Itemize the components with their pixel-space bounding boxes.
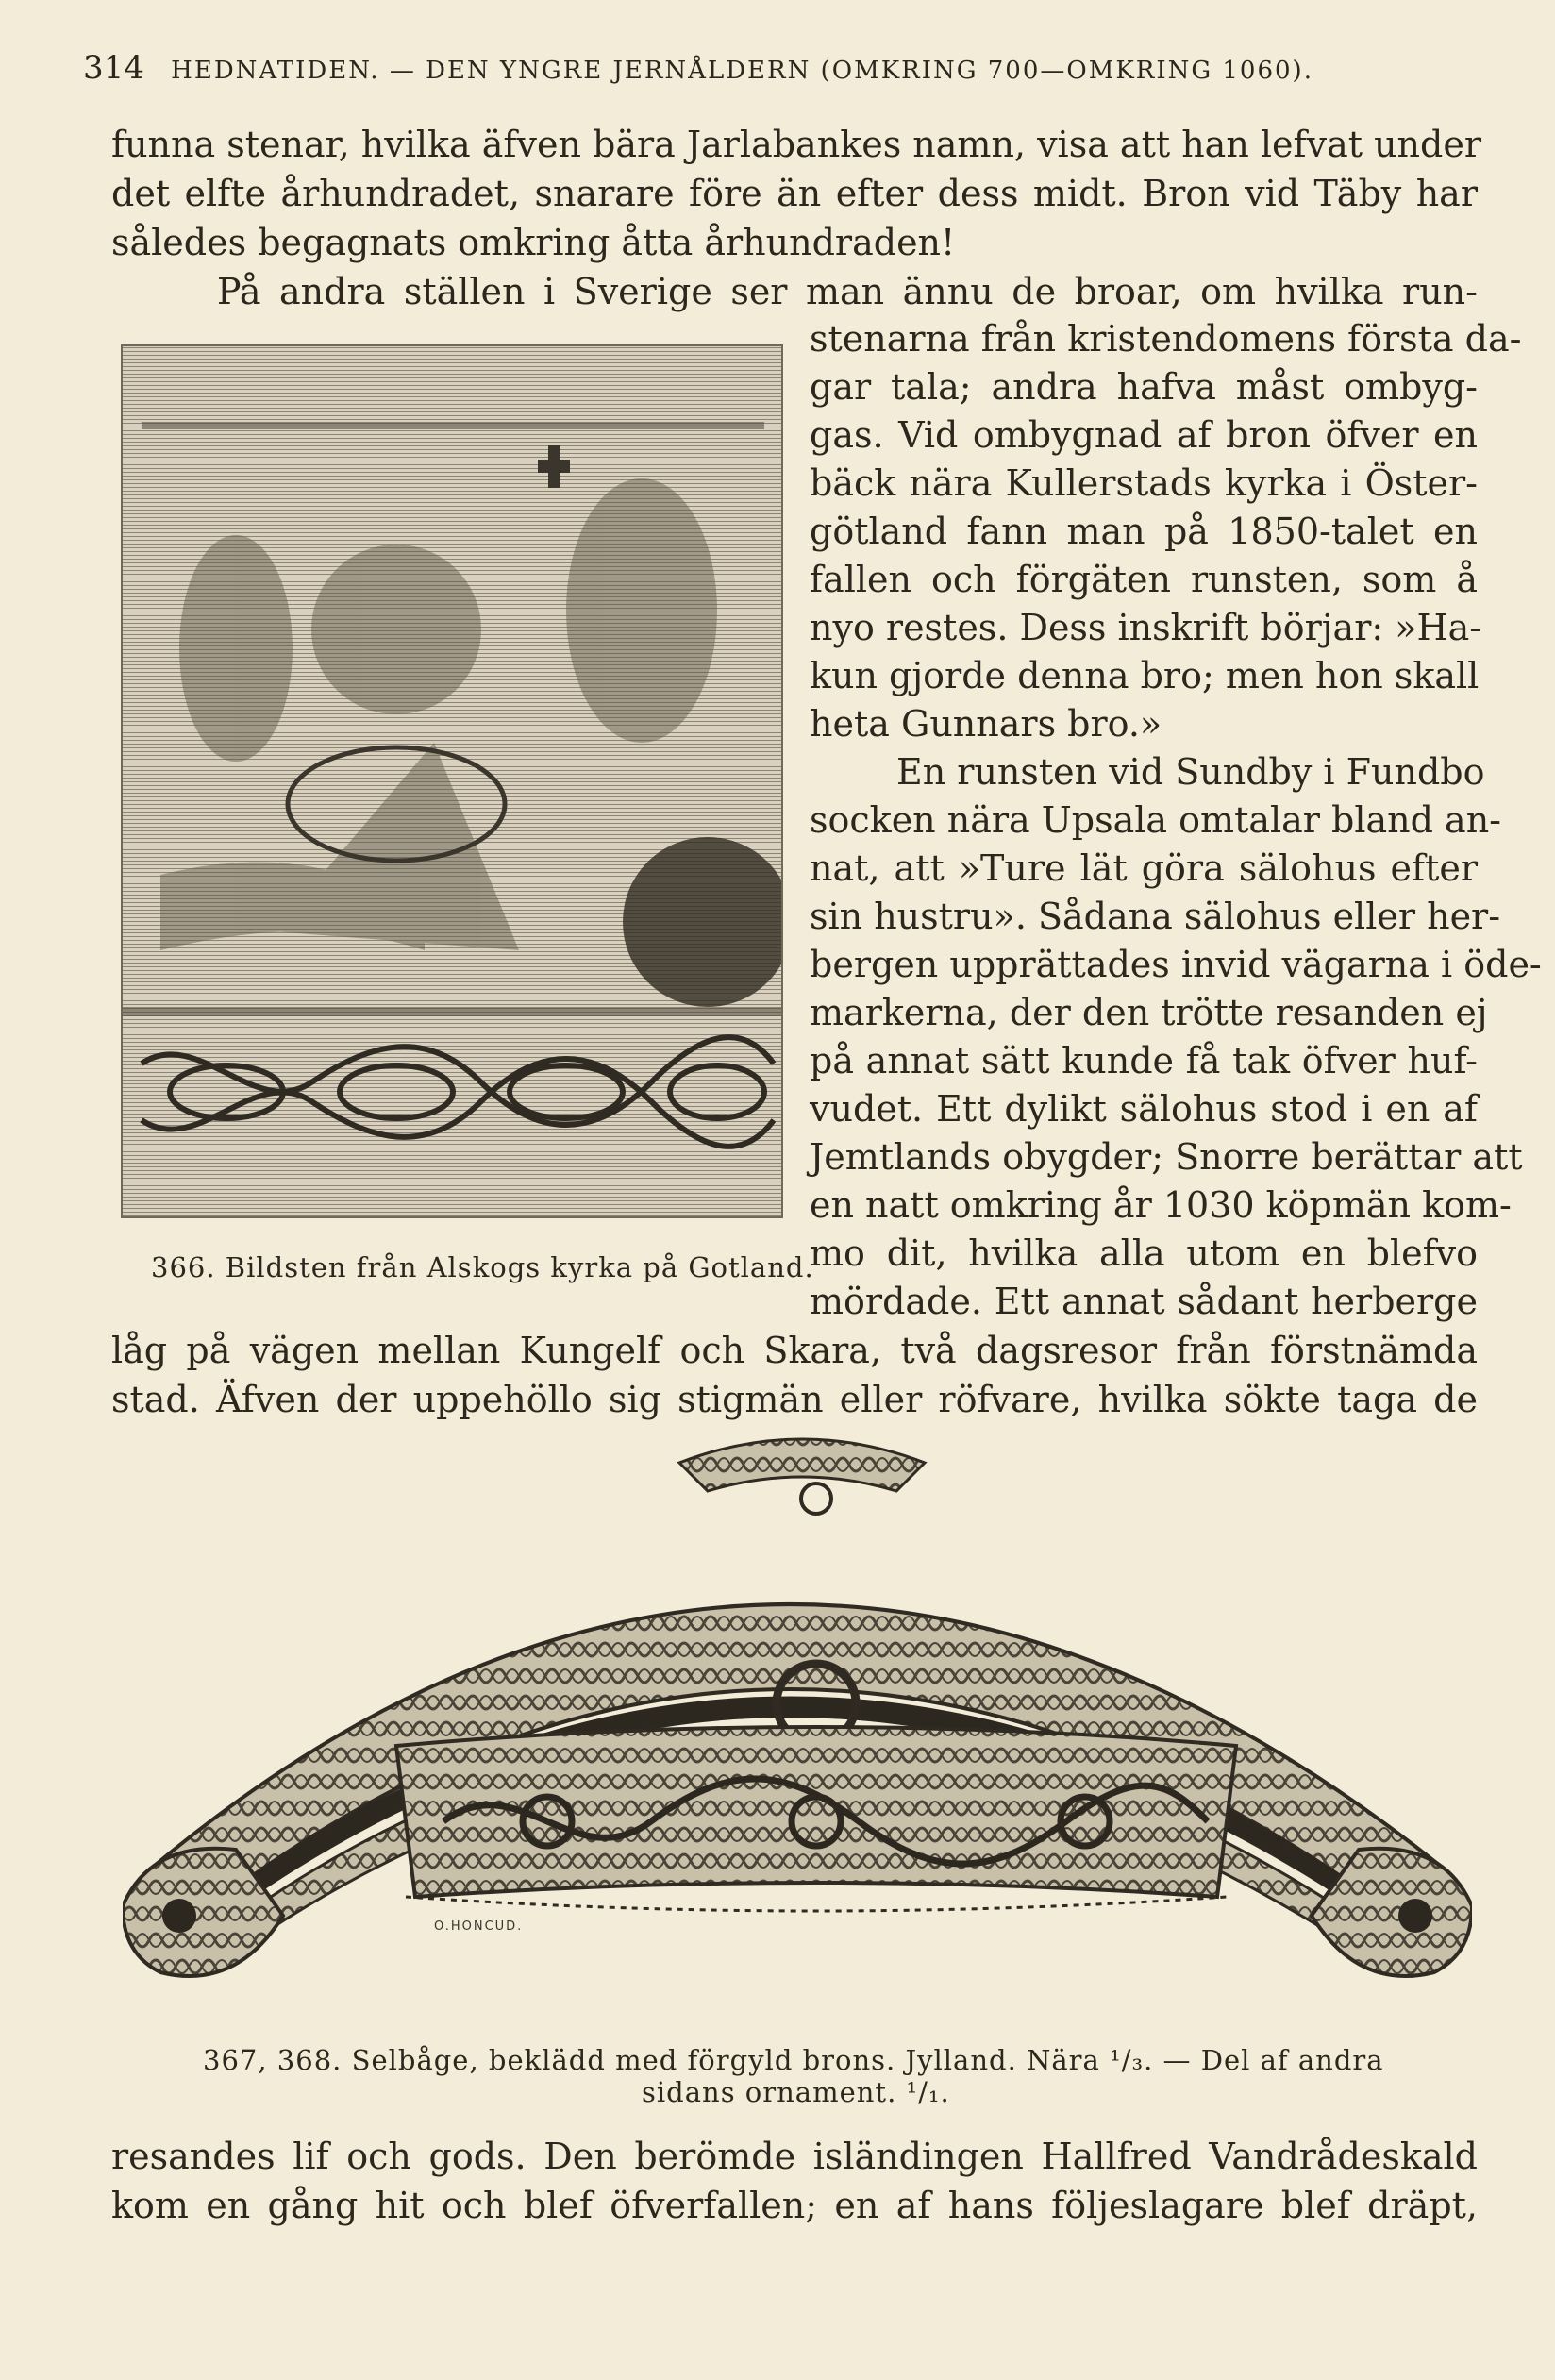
figure-caption-367-368: 367, 368. Selbåge, beklädd med förgyld brons. Jylland. Nära ¹/₃. — Del af andra <box>203 2044 1384 2076</box>
text-line: bergen upprättades invid vägarna i öde- <box>810 944 1542 985</box>
header-title: HEDNATIDEN. — DEN YNGRE JERNÅLDERN (OMKRING 700—OMKRING 1060). <box>171 57 1313 85</box>
text-line: markerna, der den trötte resanden ej <box>810 992 1488 1033</box>
text-line: det elfte århundradet, snarare före än efter dess midt. Bron vid Täby har <box>111 173 1478 214</box>
text-line: heta Gunnars bro.» <box>810 703 1162 745</box>
text-line: På andra ställen i Sverige ser man ännu de broar, om hvilka run- <box>217 271 1478 312</box>
text-line: en natt omkring år 1030 köpmän kom- <box>810 1184 1512 1226</box>
text-line: mördade. Ett annat sådant herberge <box>810 1281 1478 1322</box>
text-line: stad. Äfven der uppehöllo sig stigmän eller röfvare, hvilka sökte taga de <box>111 1379 1478 1420</box>
engraver-signature: O.HONCUD. <box>434 1919 524 1934</box>
text-line: således begagnats omkring åtta århundraden! <box>111 222 956 263</box>
text-line: nat, att »Ture lät göra sälohus efter <box>810 847 1478 889</box>
running-header <box>83 49 1470 87</box>
figure-caption-367-368-cont: sidans ornament. ¹/₁. <box>642 2076 950 2108</box>
picture-stone-illustration <box>121 344 783 1218</box>
text-line: götland fann man på 1850-talet en <box>810 511 1478 552</box>
text-line: stenarna från kristendomens första da- <box>810 318 1522 360</box>
text-line: vudet. Ett dylikt sälohus stod i en af <box>810 1088 1478 1130</box>
text-line: på annat sätt kunde få tak öfver huf- <box>810 1040 1478 1081</box>
text-line: resandes lif och gods. Den berömde isländingen Hallfred Vandrådeskald <box>111 2136 1478 2177</box>
text-line: mo dit, hvilka alla utom en blefvo <box>810 1232 1478 1274</box>
text-line: bäck nära Kullerstads kyrka i Öster- <box>810 462 1478 504</box>
text-line: gas. Vid ombygnad af bron öfver en <box>810 414 1478 456</box>
text-line: kom en gång hit och blef öfverfallen; en af hans följeslagare blef dräpt, <box>111 2185 1478 2226</box>
text-line: En runsten vid Sundby i Fundbo <box>896 751 1485 793</box>
text-line: kun gjorde denna bro; men hon skall <box>810 655 1480 696</box>
page-number: 314 <box>83 49 144 87</box>
text-line: Jemtlands obygder; Snorre berättar att <box>810 1136 1523 1178</box>
text-line: sin hustru». Sådana sälohus eller her- <box>810 896 1501 937</box>
text-line: nyo restes. Dess inskrift börjar: »Ha- <box>810 607 1482 648</box>
figure-caption-366: 366. Bildsten från Alskogs kyrka på Gotland. <box>151 1251 814 1283</box>
text-line: gar tala; andra hafva måst ombyg- <box>810 366 1478 408</box>
text-line: fallen och förgäten runsten, som å <box>810 559 1478 600</box>
text-line: låg på vägen mellan Kungelf och Skara, två dagsresor från förstnämda <box>111 1330 1478 1371</box>
text-line: socken nära Upsala omtalar bland an- <box>810 799 1502 841</box>
saddle-bow-illustration <box>123 1425 1472 2038</box>
text-line: funna stenar, hvilka äfven bära Jarlabankes namn, visa att han lefvat under <box>111 124 1481 165</box>
